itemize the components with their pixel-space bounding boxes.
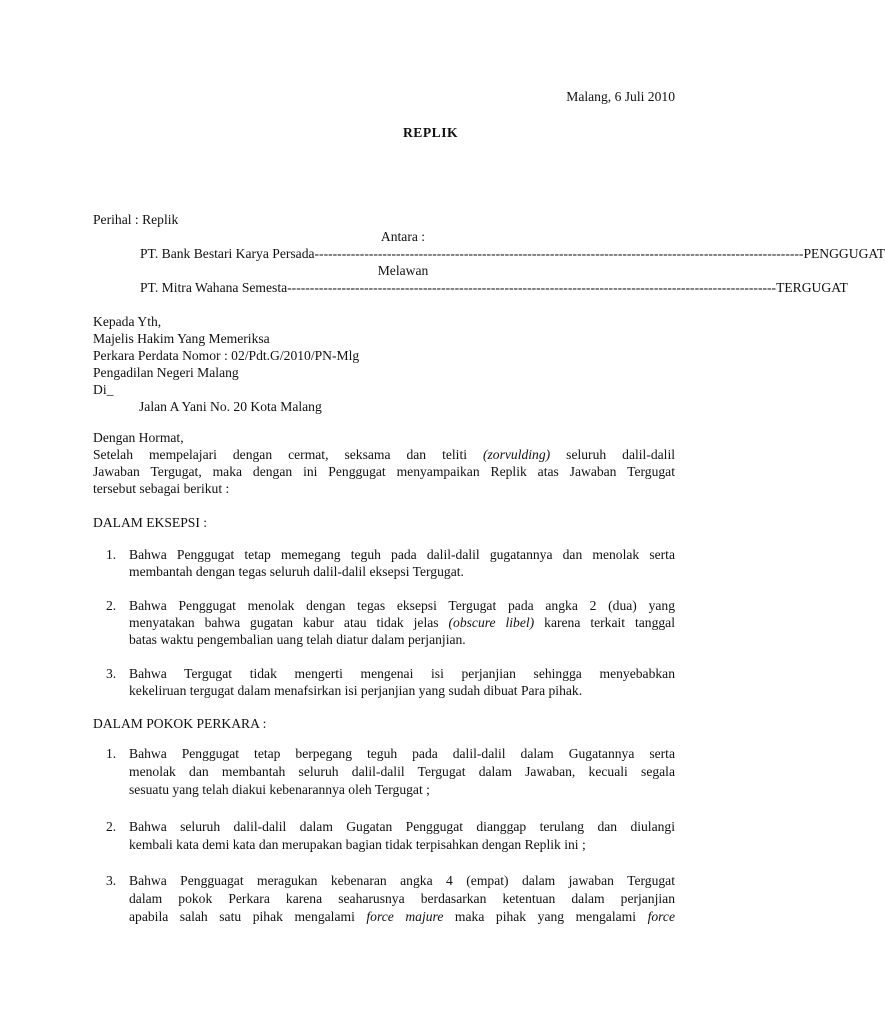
addressee-line-4: Pengadilan Negeri Malang: [93, 365, 239, 380]
addressee-line-1: Kepada Yth,: [93, 314, 162, 329]
place-date: Malang, 6 Juli 2010: [566, 89, 675, 104]
item-text: maka pihak yang mengalami: [443, 909, 648, 924]
between-label: Antara :: [380, 229, 426, 244]
addressee-line-2: Majelis Hakim Yang Memeriksa: [93, 331, 270, 346]
exception-item-2-number: 2.: [106, 598, 117, 613]
addressee-address: Jalan A Yani No. 20 Kota Malang: [139, 399, 322, 414]
plaintiff-name: PT. Bank Bestari Karya Persada: [140, 246, 315, 261]
document-title: REPLIK: [402, 125, 459, 140]
intro-text: seluruh dalil-dalil: [550, 447, 675, 462]
merits-item-1-line-2: menolak dan membantah seluruh dalil-dalil Tergugat dalam Jawaban, kecuali segala: [129, 764, 675, 779]
merits-item-2-line-2: kembali kata demi kata dan merupakan bagian tidak terpisahkan dengan Replik ini ;: [129, 837, 586, 852]
subject-line: Perihal : Replik: [93, 212, 179, 227]
merits-item-2-number: 2.: [106, 819, 117, 834]
addressee-line-3: Perkara Perdata Nomor : 02/Pdt.G/2010/PN-Mlg: [93, 348, 360, 363]
plaintiff-dash-leader: ------------------------------------------------------------------------------------------------------------: [314, 246, 804, 261]
item-italic-term: force: [647, 909, 675, 924]
defendant-role: TERGUGAT: [776, 280, 848, 295]
merits-item-1-number: 1.: [106, 746, 117, 761]
merits-item-3-line-2: dalam pokok Perkara karena seaharusnya berdasarkan ketentuan dalam perjanjian: [129, 891, 675, 906]
item-text: apabila salah satu pihak mengalami: [129, 909, 367, 924]
defendant-name: PT. Mitra Wahana Semesta: [140, 280, 288, 295]
exception-item-1-number: 1.: [106, 547, 117, 562]
intro-text: Setelah mempelajari dengan cermat, seksama dan teliti: [93, 447, 483, 462]
defendant-dash-leader: ------------------------------------------------------------------------------------------------------------: [287, 280, 777, 295]
plaintiff-line: [140, 245, 885, 262]
intro-italic-term: (zorvulding): [482, 447, 551, 462]
merits-item-3-number: 3.: [106, 873, 117, 888]
intro-line-2: Jawaban Tergugat, maka dengan ini Penggugat menyampaikan Replik atas Jawaban Tergugat: [93, 464, 675, 479]
exception-item-1-line-1: Bahwa Penggugat tetap memegang teguh pada dalil-dalil gugatannya dan menolak serta: [129, 547, 675, 562]
item-text: menyatakan bahwa gugatan kabur atau tidak jelas: [129, 615, 449, 630]
item-italic-term: (obscure libel): [448, 615, 535, 630]
intro-line-3: tersebut sebagai berikut :: [93, 481, 230, 496]
exception-item-3-line-2: kekeliruan tergugat dalam menafsirkan isi perjanjian yang sudah dibuat Para pihak.: [129, 683, 583, 698]
exception-item-3-number: 3.: [106, 666, 117, 681]
versus-label: Melawan: [377, 263, 429, 278]
item-text: karena terkait tanggal: [534, 615, 675, 630]
merits-item-3-line-1: Bahwa Pengguagat meragukan kebenaran angka 4 (empat) dalam jawaban Tergugat: [129, 873, 675, 888]
plaintiff-role: PENGGUGAT: [803, 246, 885, 261]
merits-item-3-line-3: [129, 908, 675, 925]
greeting: Dengan Hormat,: [93, 430, 184, 445]
exception-item-3-line-1: Bahwa Tergugat tidak mengerti mengenai isi perjanjian sehingga menyebabkan: [129, 666, 675, 681]
merits-item-1-line-3: sesuatu yang telah diakui kebenarannya oleh Tergugat ;: [129, 782, 430, 797]
merits-item-2-line-1: Bahwa seluruh dalil-dalil dalam Gugatan Penggugat dianggap terulang dan diulangi: [129, 819, 675, 834]
addressee-line-5: Di_: [93, 382, 114, 397]
merits-heading: DALAM POKOK PERKARA :: [93, 716, 267, 731]
exception-item-2-line-3: batas waktu pengembalian uang telah diatur dalam perjanjian.: [129, 632, 466, 647]
defendant-line: [140, 279, 848, 296]
exception-item-2-line-2: [129, 614, 675, 631]
item-italic-term: force majure: [366, 909, 444, 924]
intro-line-1: [93, 446, 675, 463]
exception-item-2-line-1: Bahwa Penggugat menolak dengan tegas eksepsi Tergugat pada angka 2 (dua) yang: [129, 598, 675, 613]
merits-item-1-line-1: Bahwa Penggugat tetap berpegang teguh pada dalil-dalil dalam Gugatannya serta: [129, 746, 675, 761]
exception-heading: DALAM EKSEPSI :: [93, 515, 208, 530]
exception-item-1-line-2: membantah dengan tegas seluruh dalil-dalil eksepsi Tergugat.: [129, 564, 464, 579]
